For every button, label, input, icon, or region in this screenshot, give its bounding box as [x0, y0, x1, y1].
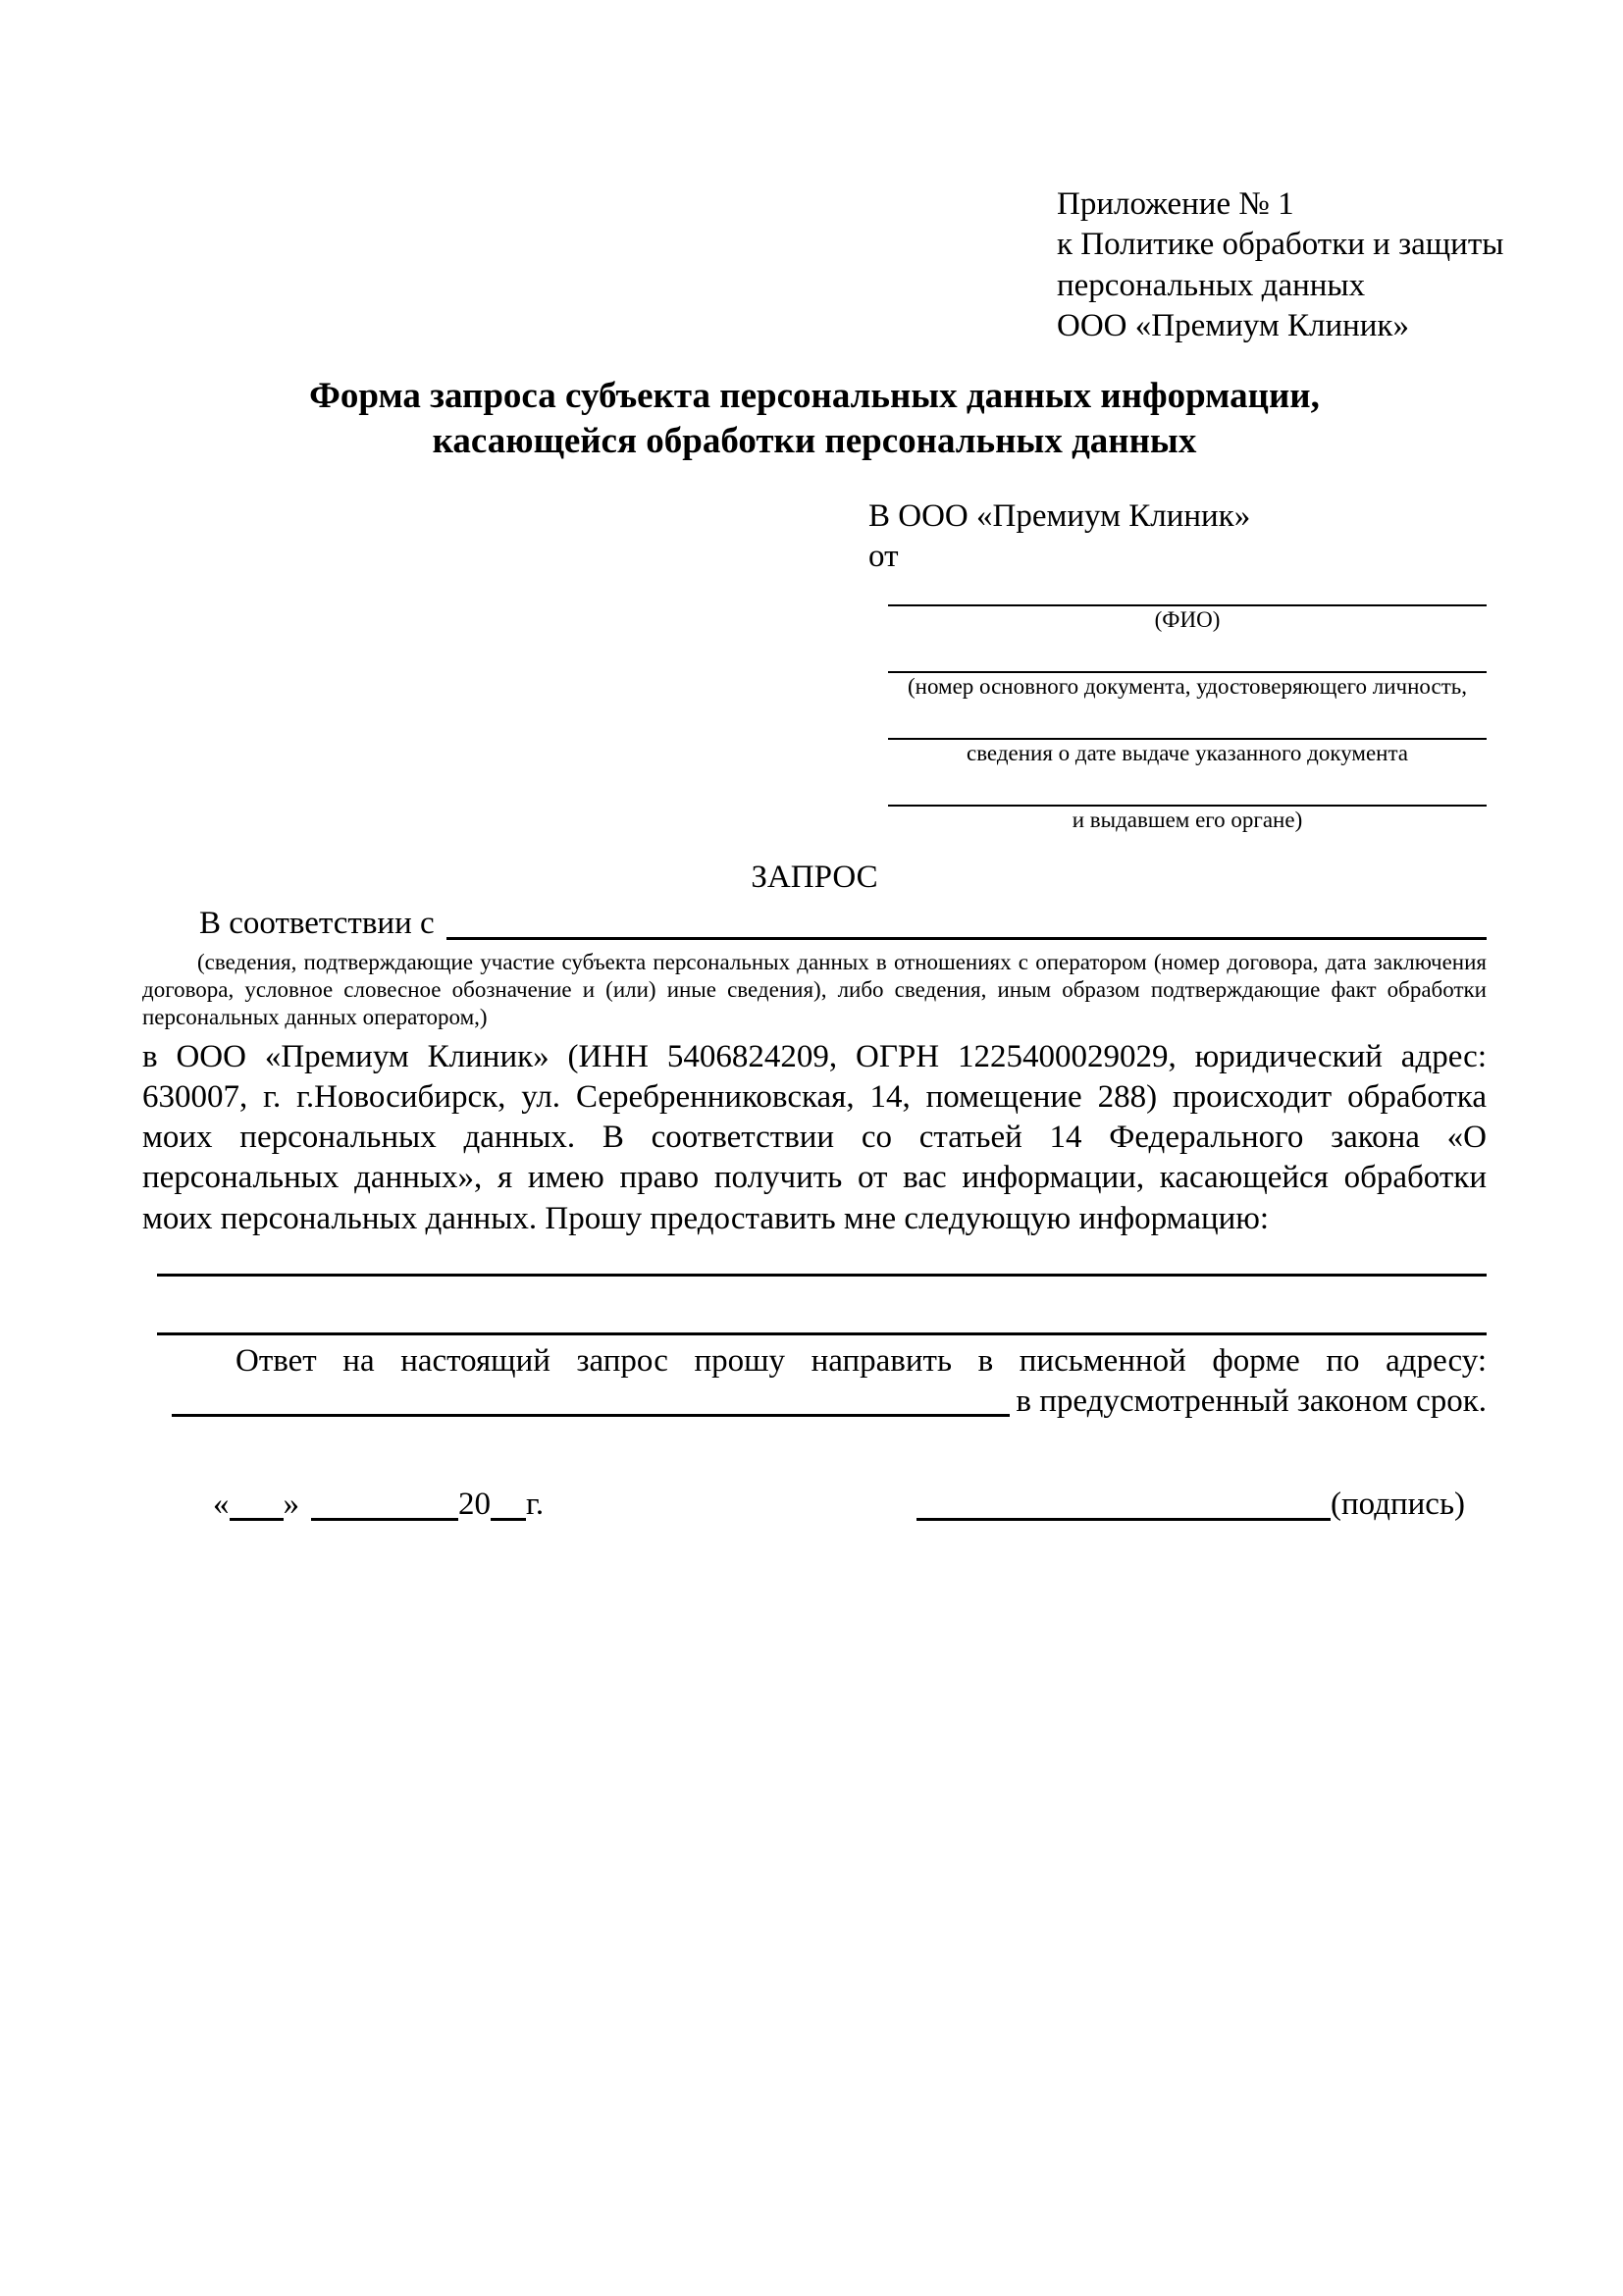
accordance-caption: (сведения, подтверждающие участие субъекта персональных данных в отношениях с оператором (номер договора, дата заключения договора, условное словесное обозначение и (или) иные сведения), либо сведения, иным образом подтверждающие факт обработки персональных данных оператором,) — [142, 949, 1487, 1029]
date-close-quote: » — [283, 1487, 299, 1523]
requested-info-blank-line-2 — [157, 1331, 1487, 1335]
document-title: Форма запроса субъекта персональных данных информации, касающейся обработки персональных данных — [309, 376, 1320, 462]
issue-date-blank-line — [888, 710, 1487, 740]
issuing-authority-caption: и выдавшем его органе) — [1072, 808, 1303, 832]
appendix-note — [1057, 184, 1504, 346]
accordance-label: В соответствии с — [199, 906, 435, 942]
issuing-authority-field — [868, 777, 1487, 834]
signature-blank-line — [916, 1517, 1331, 1521]
issuing-authority-blank-line — [888, 777, 1487, 807]
reply-instruction: Ответ на настоящий запрос прошу направить в письменной форме по адресу: — [236, 1342, 1487, 1379]
document-number-blank-line — [888, 644, 1487, 673]
signature-footer — [142, 1485, 1487, 1525]
requested-info-blank-line-1 — [157, 1273, 1487, 1277]
accordance-blank-line — [446, 936, 1487, 940]
issue-date-caption: сведения о дате выдаче указанного документа — [966, 741, 1409, 765]
fio-field — [868, 577, 1487, 634]
issue-date-field — [868, 710, 1487, 767]
addressee-from-label: от — [868, 538, 899, 574]
year-suffix: г. — [526, 1487, 545, 1523]
signature-caption: (подпись) — [1331, 1487, 1465, 1523]
reply-address-row — [142, 1382, 1487, 1422]
fio-caption: (ФИО) — [1154, 607, 1221, 632]
accordance-row — [142, 904, 1487, 944]
appendix-line: Приложение № 1 — [1057, 186, 1294, 222]
fio-blank-line — [888, 577, 1487, 606]
reply-suffix: в предусмотренный законом срок. — [1016, 1383, 1487, 1419]
appendix-line: к Политике обработки и защиты — [1057, 227, 1504, 263]
date-field — [213, 1485, 544, 1525]
appendix-line: ООО «Премиум Клиник» — [1057, 307, 1409, 343]
document-number-caption: (номер основного документа, удостоверяющего личность, — [907, 674, 1467, 699]
request-heading: ЗАПРОС — [751, 860, 878, 895]
addressee-block — [868, 496, 1487, 835]
document-number-field — [868, 644, 1487, 701]
month-blank-line — [311, 1517, 458, 1521]
day-blank-line — [230, 1517, 284, 1521]
request-body-paragraph: в ООО «Премиум Клиник» (ИНН 5406824209, ОГРН 1225400029029, юридический адрес: 630007, г. г.Новосибирск, ул. Серебренниковская, 14, помещение 288) происходит обработка моих персональных данных. В соответствии со статьей 14 Федерального закона «О персональных данных», я имею право получить от вас информации, касающейся обработки моих персональных данных. Прошу предоставить мне следующую информацию: — [142, 1038, 1487, 1236]
reply-address-blank-line — [172, 1413, 1010, 1417]
year-blank-line — [491, 1517, 526, 1521]
date-open-quote: « — [213, 1487, 230, 1523]
addressee-to: В ООО «Премиум Клиник» — [868, 497, 1251, 534]
signature-field — [916, 1485, 1465, 1525]
year-prefix: 20 — [458, 1487, 491, 1523]
appendix-line: персональных данных — [1057, 267, 1366, 303]
